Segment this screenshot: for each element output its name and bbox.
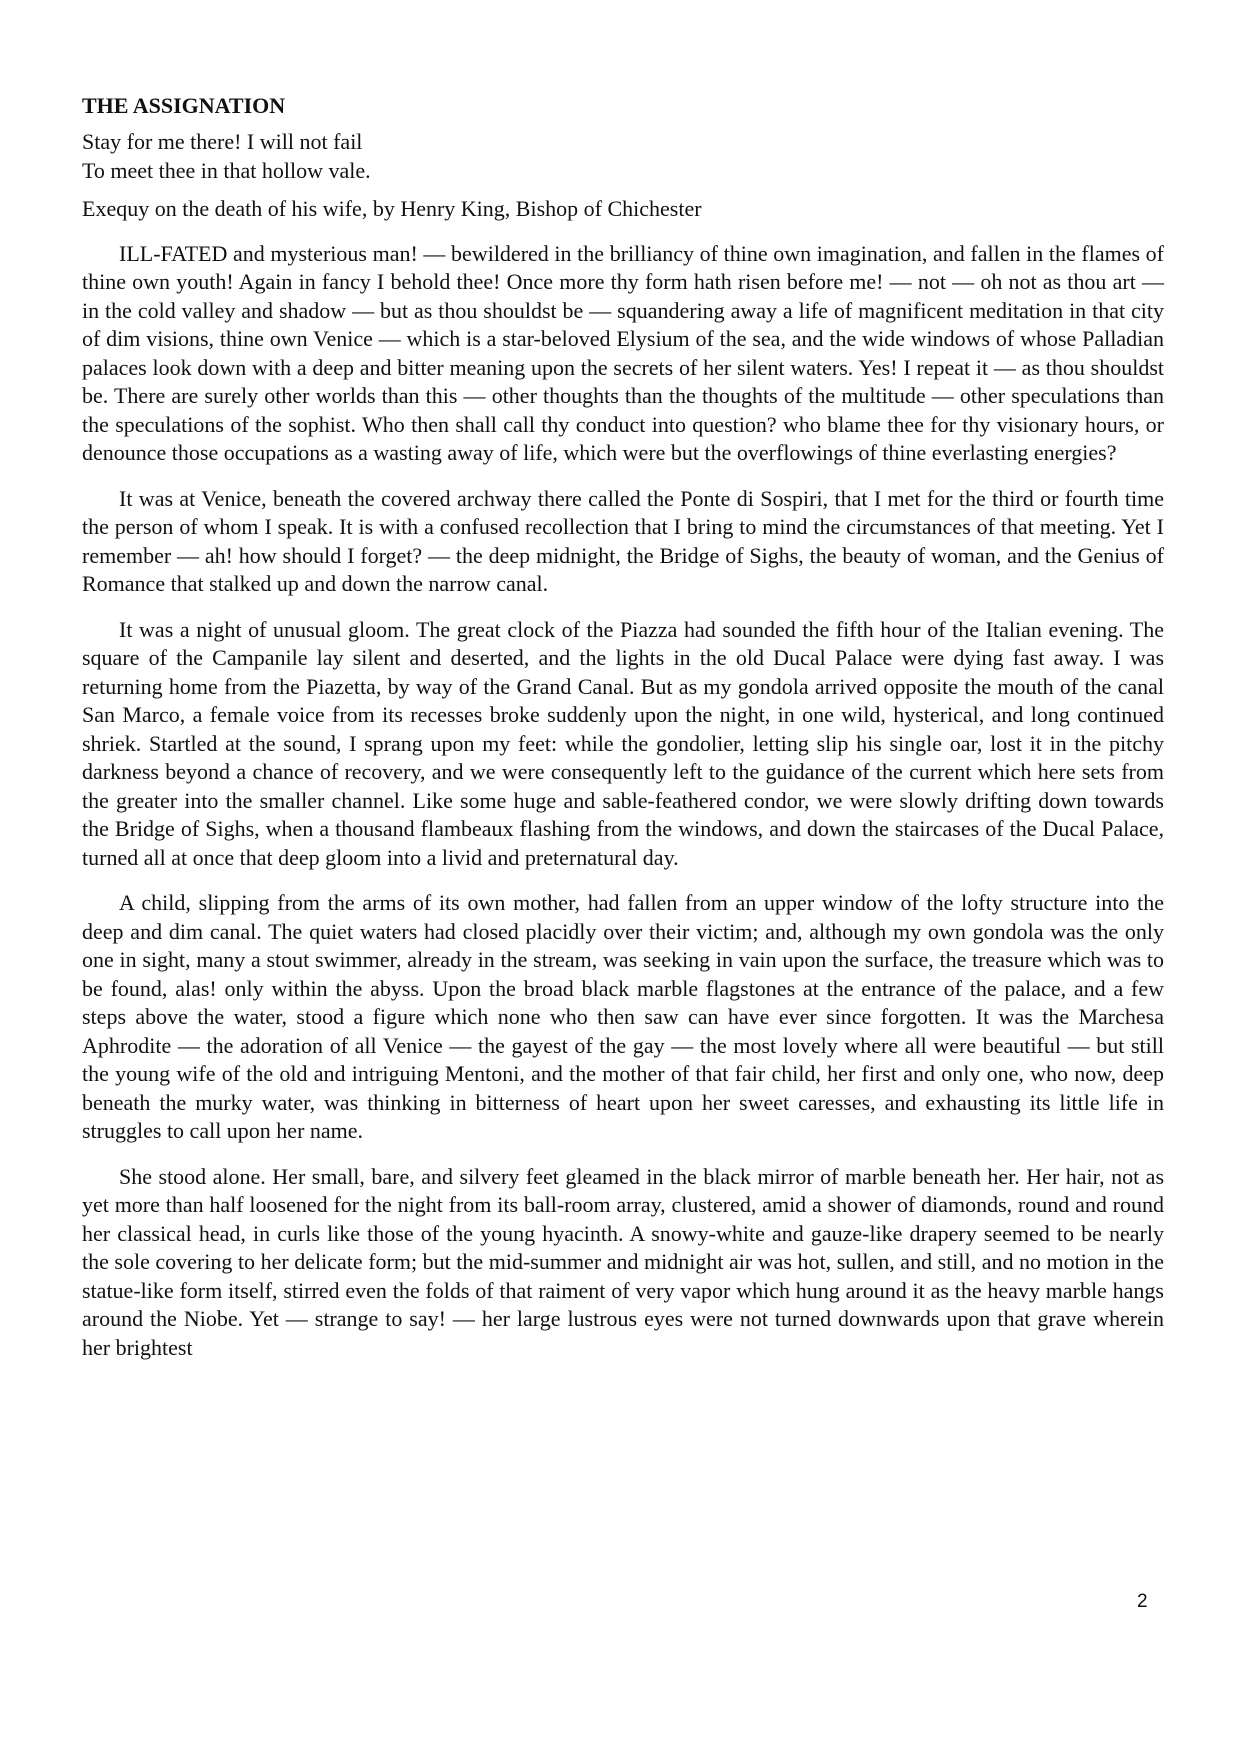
epigraph-line: Stay for me there! I will not fail xyxy=(82,129,363,154)
body-paragraph: It was a night of unusual gloom. The great clock of the Piazza had sounded the fifth hour of the Italian evening. The square of the Campanile lay silent and deserted, and the lights in the old Ducal Palace were dying fast away. I was returning home from the Piazetta, by way of the Grand Canal. But as my gondola arrived opposite the mouth of the canal San Marco, a female voice from its recesses broke suddenly upon the night, in one wild, hysterical, and long continued shriek. Startled at the sound, I sprang upon my feet: while the gondolier, letting slip his single oar, lost it in the pitchy darkness beyond a chance of recovery, and we were consequently left to the guidance of the current which here sets from the greater into the smaller channel. Like some huge and sable-feathered condor, we were slowly drifting down towards the Bridge of Sighs, when a thousand flambeaux flashing from the windows, and down the staircases of the Ducal Palace, turned all at once that deep gloom into a livid and preternatural day. xyxy=(82,616,1164,870)
body-paragraph: ILL-FATED and mysterious man! — bewildered in the brilliancy of thine own imagination, and fallen in the flames of thine own youth! Again in fancy I behold thee! Once more thy form hath risen before me! — not — oh not as thou art — in the cold valley and shadow — but as thou shouldst be — squandering away a life of magnificent meditation in that city of dim visions, thine own Venice — which is a star-beloved Elysium of the sea, and the wide windows of whose Palladian palaces look down with a deep and bitter meaning upon the secrets of her silent waters. Yes! I repeat it — as thou shouldst be. There are surely other worlds than this — other thoughts than the thoughts of the multitude — other speculations than the speculations of the sophist. Who then shall call thy conduct into question? who blame thee for thy visionary hours, or denounce those occupations as a wasting away of life, which were but the overflowings of thine everlasting energies? xyxy=(82,240,1164,465)
epigraph-line: To meet thee in that hollow vale. xyxy=(82,157,371,183)
body-paragraph: It was at Venice, beneath the covered archway there called the Ponte di Sospiri, that I met for the third or fourth time the person of whom I speak. It is with a confused recollection that I bring to mind the circumstances of that meeting. Yet I remember — ah! how should I forget? — the deep midnight, the Bridge of Sighs, the beauty of woman, and the Genius of Romance that stalked up and down the narrow canal. xyxy=(82,485,1164,596)
story-title: THE ASSIGNATION xyxy=(82,93,286,118)
body-paragraph: She stood alone. Her small, bare, and silvery feet gleamed in the black mirror of marble beneath her. Her hair, not as yet more than half loosened for the night from its ball-room array, clustered, amid a shower of diamonds, round and round her classical head, in curls like those of the young hyacinth. A snowy-white and gauze-like drapery seemed to be nearly the sole covering to her delicate form; but the mid-summer and midnight air was hot, sullen, and still, and no motion in the statue-like form itself, stirred even the folds of that raiment of very vapor which hung around it as the heavy marble hangs around the Niobe. Yet — strange to say! — her large lustrous eyes were not turned downwards upon that grave wherein her brightest xyxy=(82,1163,1164,1360)
body-paragraph: A child, slipping from the arms of its own mother, had fallen from an upper window of the lofty structure into the deep and dim canal. The quiet waters had closed placidly over their victim; and, although my own gondola was the only one in sight, many a stout swimmer, already in the stream, was seeking in vain upon the surface, the treasure which was to be found, alas! only within the abyss. Upon the broad black marble flagstones at the entrance of the palace, and a few steps above the water, stood a figure which none who then saw can have ever since forgotten. It was the Marchesa Aphrodite — the adoration of all Venice — the gayest of the gay — the most lovely where all were beautiful — but still the young wife of the old and intriguing Mentoni, and the mother of that fair child, her first and only one, who now, deep beneath the murky water, was thinking in bitterness of heart upon her sweet caresses, and exhausting its little life in struggles to call upon her name. xyxy=(82,890,1164,1143)
epigraph-verse xyxy=(82,128,1164,185)
document-page xyxy=(82,92,1164,1379)
epigraph-attribution: Exequy on the death of his wife, by Henry King, Bishop of Chichester xyxy=(82,196,702,221)
page-number: 2 xyxy=(1137,1591,1148,1612)
